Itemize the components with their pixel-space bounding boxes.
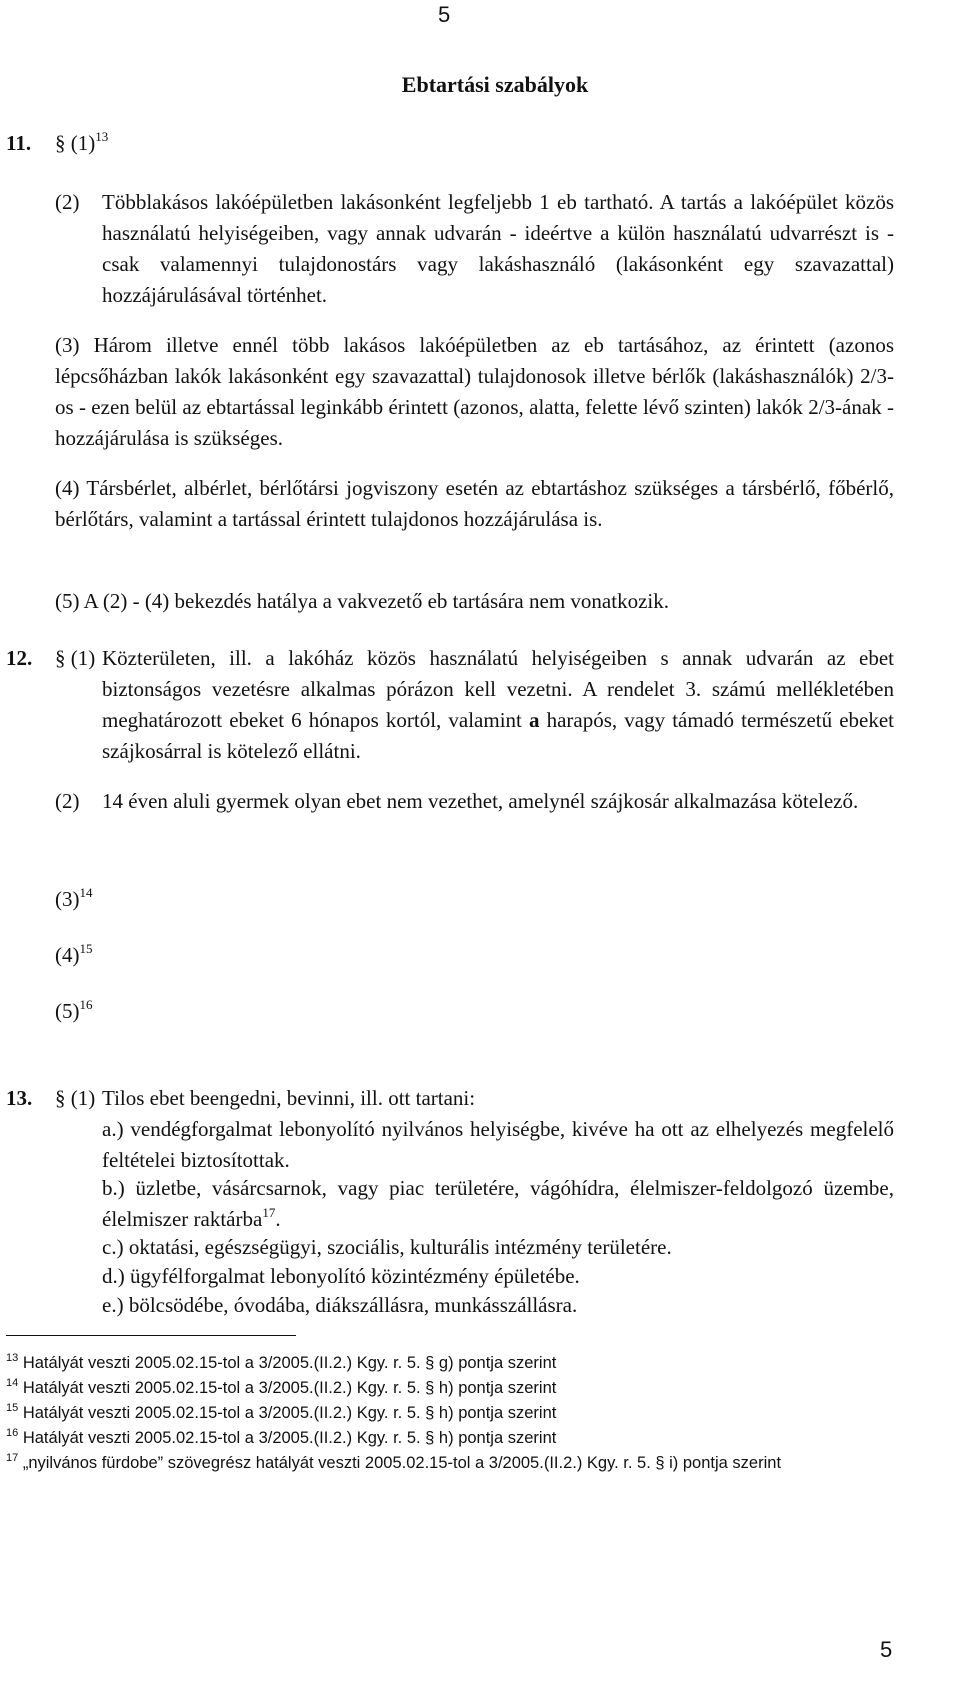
section-title: Ebtartási szabályok — [401, 72, 589, 97]
list-item: e.) bölcsödébe, óvodába, diákszállásra, munkásszállásra. — [102, 1293, 578, 1317]
section-11-para-1: § $(1)^{13}$ — [55, 129, 109, 155]
section-12-para-1-label: § (1) — [55, 646, 96, 670]
footnote-17: $^{17}$ „nyilvános fürdobe” szövegrész hatályát veszti 2005.02.15-tol a 3/2005.(II.2.) Kgy. r. 5. § i) pontja szerint — [6, 1452, 782, 1472]
section-12-number: 12. — [6, 646, 33, 670]
section-11-para-2-text: Többlakásos lakóépületben lakásonként legfeljebb 1 eb tartható. A tartás a lakóépület közös használatú helyiségeiben, vagy annak udvarán - ideértve a külön használatú udvarrészt is - csak valamennyi tulajdonostárs vagy lakáshasználó (lakásonként egy szavazattal) hozzájárulásával történhet. — [102, 190, 894, 307]
section-13-para-1-label: § (1) — [55, 1086, 96, 1110]
footnote-ref-17: 17 — [262, 1205, 276, 1220]
footnote-ref-16: 16 — [79, 997, 93, 1012]
section-11-para-4: (4) Társbérlet, albérlet, bérlőtársi jogviszony esetén az ebtartáshoz szükséges a társbérlő, főbérlő, bérlőtárs, valamint a tartással érintett tulajdonos hozzájárulása is. — [55, 476, 894, 531]
section-12-para-2-label: (2) — [55, 789, 80, 813]
section-12-para-2-text: 14 éven aluli gyermek olyan ebet nem vezethet, amelynél szájkosár alkalmazása kötelező. — [102, 789, 859, 813]
section-13-para-1-text: Tilos ebet beengedni, bevinni, ill. ott tartani: — [102, 1086, 476, 1110]
section-11-para-3: (3) Három illetve ennél több lakásos lakóépületben az eb tartásához, az érintett (azonos lépcsőházban lakók lakásonként egy szavazattal) tulajdonosok illetve bérlők (lakáshasználók) 2/3-os - ezen belül az ebtartással leginkább érintett (azonos, alatta, felette lévő szinten) lakók 2/3-ának - hozzájárulása is szükséges. — [55, 333, 894, 450]
list-item: a.) vendégforgalmat lebonyolító nyilvános helyiségbe, kivéve ha ott az elhelyezés megfelelő feltételei biztosítottak. — [102, 1117, 894, 1172]
section-11-para-2-label: (2) — [55, 190, 80, 214]
footnote-13: $^{13}$ Hatályát veszti 2005.02.15-tol a 3/2005.(II.2.) Kgy. r. 5. § g) pontja szerint — [6, 1352, 557, 1372]
section-11-number: 11. — [6, 131, 32, 155]
section-12-para-5: $(5)^{16}$ — [55, 997, 93, 1023]
footnote-separator — [6, 1335, 296, 1336]
section-12-para-1-text: Közterületen, ill. a lakóház közös használatú helyiségeiben s annak udvarán az ebet biztonságos vezetésre alkalmas pórázon kell vezetni. A rendelet 3. számú mellékletében meghatározott ebeket 6 hónapos kortól, valamint a harapós, vagy támadó természetű ebeket szájkosárral is kötelező ellátni. — [102, 646, 895, 763]
footnote-14: $^{14}$ Hatályát veszti 2005.02.15-tol a 3/2005.(II.2.) Kgy. r. 5. § h) pontja szerint — [6, 1377, 557, 1397]
section-12-para-3: $(3)^{14}$ — [55, 885, 93, 911]
section-13-number: 13. — [6, 1086, 33, 1110]
footnote-16: $^{16}$ Hatályát veszti 2005.02.15-tol a 3/2005.(II.2.) Kgy. r. 5. § h) pontja szerint — [6, 1427, 557, 1447]
list-item: b.) üzletbe, vásárcsarnok, vagy piac területére, vágóhídra, élelmiszer-feldolgozó üzembe, élelmiszer raktárba$^{17}$. — [102, 1176, 894, 1231]
footnote-15: $^{15}$ Hatályát veszti 2005.02.15-tol a 3/2005.(II.2.) Kgy. r. 5. § h) pontja szerint — [6, 1402, 557, 1422]
section-12-para-4: $(4)^{15}$ — [55, 941, 93, 967]
list-item: d.) ügyfélforgalmat lebonyolító közintézmény épületébe. — [102, 1264, 580, 1288]
footnote-ref-14: 14 — [79, 885, 93, 900]
section-11-para-5: (5) A (2) - (4) bekezdés hatálya a vakvezető eb tartására nem vonatkozik. — [55, 589, 669, 613]
footnote-ref-15: 15 — [79, 941, 93, 956]
footnote-ref-13: 13 — [95, 129, 109, 144]
page-number-top: 5 — [438, 2, 451, 27]
list-item: c.) oktatási, egészségügyi, szociális, kulturális intézmény területére. — [102, 1235, 672, 1259]
page-number-bottom: 5 — [880, 1637, 893, 1662]
